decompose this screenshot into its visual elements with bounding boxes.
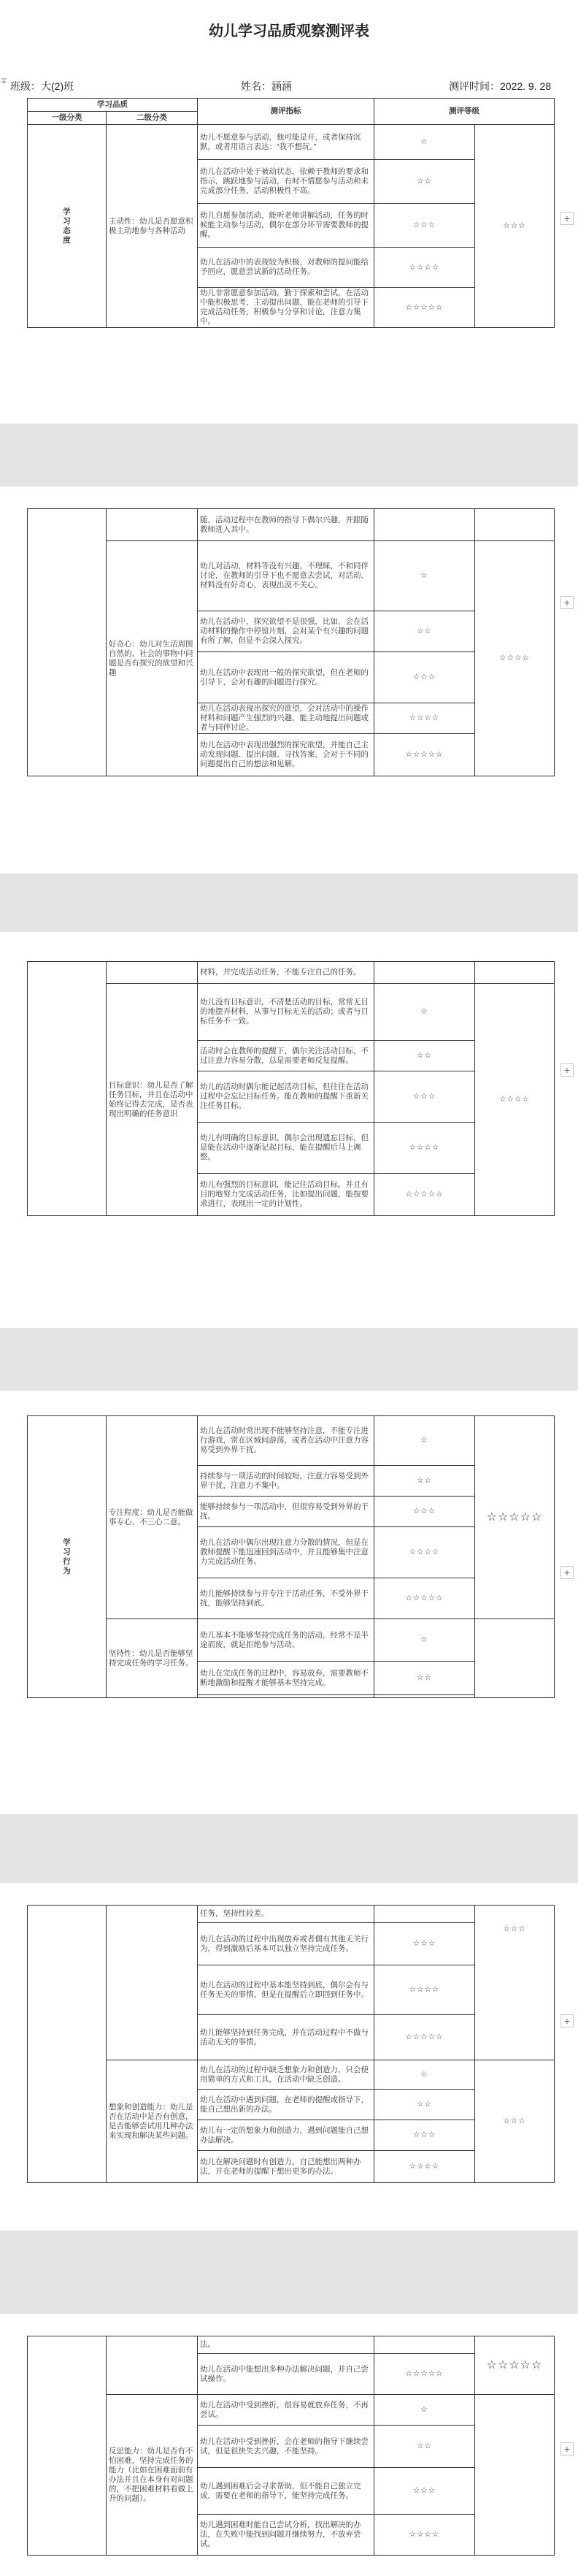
star-rating-3: ☆☆☆ bbox=[374, 1923, 475, 1965]
indicator-cell: 幼儿在完成任务的过程中，容易放弃，需要教师不断地激励和提醒才能够基本坚持完成。 bbox=[198, 1662, 374, 1695]
assessed-grade: ☆☆☆☆ bbox=[475, 541, 555, 776]
document-page-5 bbox=[0, 1883, 578, 2231]
star-rating-2: ☆☆ bbox=[374, 1466, 475, 1497]
grade-cell bbox=[475, 962, 555, 984]
indicator-cell: 幼儿在解决问题时有创造力，自己能想出两种办法，并在老师的提醒下想出更多的办法。 bbox=[198, 2151, 374, 2183]
star-rating-1: ☆ bbox=[374, 2395, 475, 2426]
category-learning-behavior: 学 习 行 为 bbox=[28, 1416, 107, 1698]
indicator-cell: 幼儿自愿参加活动，能听老师讲解活动，任务的时候能主动参与活动，偶尔在部分环节需要教师的提醒。 bbox=[198, 204, 374, 248]
assessment-table bbox=[27, 961, 555, 1216]
assessed-grade: ☆☆☆☆☆ bbox=[475, 1416, 555, 1619]
star-rating-3: ☆☆☆ bbox=[374, 1497, 475, 1527]
indicator-continued: 法。 bbox=[198, 2336, 374, 2354]
grade-cell: ☆☆☆☆☆ bbox=[475, 2336, 555, 2395]
grade-cell bbox=[475, 1619, 555, 1698]
star-rating-5: ☆☆☆☆☆ bbox=[374, 1174, 475, 1216]
category-cell bbox=[28, 2336, 107, 2556]
indicator-cell: 幼儿在活动的过程中出现放弃或者偶有其他无关行为，得到激励后基本可以独立坚持完成任务。 bbox=[198, 1923, 374, 1965]
indicator-cell: 幼儿非常愿意参加活动，勤于探索和尝试，在活动中能积极思考，主动提出问题，能在老师的引导下完成活动任务，积极参与分享和讨论，注意力集中。 bbox=[198, 288, 374, 328]
assessed-grade: ☆☆☆ bbox=[475, 1906, 555, 2060]
star-rating-4: ☆☆☆☆ bbox=[374, 248, 475, 288]
star-cell bbox=[374, 509, 475, 541]
indicator-cell: 幼儿在活动中表现出一般的探究欲望，但在老师的引导下，会对有趣的问题进行探究。 bbox=[198, 652, 374, 703]
indicator-cell: 幼儿有一定的想象力和创造力，遇到问题能自己想办法解决。 bbox=[198, 2120, 374, 2151]
indicator-cell: 幼儿在活动中偶尔出现注意力分散的情况，但是在教师提醒下能迅速回到活动中，并且能够集中注意力完成活动任务。 bbox=[198, 1527, 374, 1578]
indicator-continued: 材料，并完成活动任务，不能专注自己的任务。 bbox=[198, 962, 374, 984]
indicator-cell: 活动时会在教师的提醒下，偶尔关注活动目标，不过注意力容易分散，总是需要老师反复提醒。 bbox=[198, 1041, 374, 1071]
star-rating-2: ☆☆ bbox=[374, 1662, 475, 1695]
assessed-grade: ☆☆☆☆ bbox=[475, 984, 555, 1216]
star-rating-3: ☆☆☆ bbox=[374, 204, 475, 248]
add-row-plus-icon[interactable]: + bbox=[560, 2442, 574, 2455]
indicator-cell: 幼儿对活动，材料等没有兴趣，不理睬，不和同伴讨论，在教师的引导下也不愿意去尝试，对活动、材料没有好奇心，表现出漠不关心。 bbox=[198, 541, 374, 611]
star-rating-1: ☆ bbox=[374, 1416, 475, 1466]
indicator-cell: 幼儿有明确的目标意识，偶尔会出现遗忘目标，但是能在活动中逐渐记起目标，能在提醒后马上调整。 bbox=[198, 1123, 374, 1174]
indicator-continued: 任务，坚持性较差。 bbox=[198, 1906, 374, 1923]
star-rating-3: ☆☆☆ bbox=[374, 652, 475, 703]
page-gap bbox=[0, 2231, 578, 2314]
star-rating-2: ☆☆ bbox=[374, 160, 475, 204]
student-name: 姓名：涵涵 bbox=[241, 80, 292, 92]
star-rating-3: ☆☆☆ bbox=[374, 2120, 475, 2151]
assessment-table bbox=[27, 1415, 555, 1698]
indicator-cell: 幼儿在活动的过程中基本能坚持到底，偶尔会有与任务无关的事情，但是在提醒后立即回到任务中。 bbox=[198, 1965, 374, 2015]
star-rating-3: ☆☆☆ bbox=[374, 1071, 475, 1123]
add-row-plus-icon[interactable]: + bbox=[560, 1063, 574, 1077]
indicator-cell: 能够持续参与一项活动中，但很容易受到外界的干扰。 bbox=[198, 1497, 374, 1527]
star-cell bbox=[374, 2336, 475, 2354]
category-learning-attitude: 学 习 态 度 bbox=[28, 125, 107, 328]
indicator-cell: 幼儿能够持续参与并专注于活动任务，不受外界干扰，能够坚持到底。 bbox=[198, 1578, 374, 1619]
star-rating-1: ☆ bbox=[374, 541, 475, 611]
indicator-cell: 幼儿的活动时偶尔能记起活动目标，但往往在活动过程中会忘记目标任务。能在教师的提醒下重新关注任务目标。 bbox=[198, 1071, 374, 1123]
add-row-plus-icon[interactable]: + bbox=[560, 212, 574, 225]
star-rating-1: ☆ bbox=[374, 2060, 475, 2090]
star-rating-2: ☆☆ bbox=[374, 611, 475, 652]
indicator-cell: 幼儿在活动中受到挫折，很容易就放弃任务，不再尝试。 bbox=[198, 2395, 374, 2426]
star-rating-3: ☆☆☆ bbox=[374, 2468, 475, 2515]
document-page-3 bbox=[0, 932, 578, 1328]
header-level1: 一级分类 bbox=[28, 112, 107, 125]
category-cell bbox=[28, 1906, 107, 2183]
category-cell bbox=[28, 509, 107, 776]
subcategory-cell bbox=[107, 1906, 198, 2060]
subcategory-cell bbox=[107, 2336, 198, 2395]
star-rating-5: ☆☆☆☆☆ bbox=[374, 288, 475, 328]
page-gap bbox=[0, 1328, 578, 1391]
subcategory-reflection: 反思能力：幼儿是否有不怕困难，坚持完成任务的能力（比如在困难面前有办法并且在本身有对问题的，不把困难材料看做上升的问题）。 bbox=[107, 2395, 198, 2556]
assessment-table bbox=[27, 98, 555, 328]
indicator-cell: 幼儿在活动中的表现较为积极，对教师的提问能给予回应，愿意尝试新的活动任务。 bbox=[198, 248, 374, 288]
indicator-cell: 幼儿在活动中处于被动状态，依赖于教师的要求和指示，跳跃地参与活动，有时不情愿参与活动和未完成部分任务，活动积极性不高。 bbox=[198, 160, 374, 204]
assessed-grade: ☆☆☆ bbox=[475, 125, 555, 328]
indicator-cell: 持续参与一项活动的时间较短，注意力容易受到外界干扰，注意力不集中。 bbox=[198, 1466, 374, 1497]
indicator-cell: 幼儿在活动的过程中缺乏想象力和创造力，只会使用简单的方式和工具，在活动中缺乏创造。 bbox=[198, 2060, 374, 2090]
indicator-cell: 幼儿在活动表现出探究的欲望，会对活动中的操作材料和问题产生强烈的兴趣，能主动地提出问题或者与同伴讨论。 bbox=[198, 703, 374, 734]
header-quality: 学习品质 bbox=[28, 99, 198, 112]
star-rating-4: ☆☆☆☆ bbox=[374, 1527, 475, 1578]
star-rating-5: ☆☆☆☆☆ bbox=[374, 1578, 475, 1619]
star-rating-4: ☆☆☆☆ bbox=[374, 1965, 475, 2015]
indicator-cell: 幼儿在活动时常出现不能够坚持注意，不能专注进行游戏，常在区域间游荡，或者在活动中注意力容易受到外界干扰。 bbox=[198, 1416, 374, 1466]
add-row-plus-icon[interactable]: + bbox=[560, 596, 574, 609]
page-gap bbox=[0, 874, 578, 932]
indicator-cell: 幼儿在活动中遇到问题，在老师的提醒或指导下，能自己想出新的办法。 bbox=[198, 2090, 374, 2120]
indicator-cell: 幼儿在活动中表现出强烈的探究欲望，并能自己主动发现问题、提出问题、寻找答案，会对于不同的问题提出自己的想法和见解。 bbox=[198, 734, 374, 776]
indicator-cell: 幼儿在活动中受到挫折，会在老师的指导下继续尝试，但是很快失去兴趣，不能坚持。 bbox=[198, 2426, 374, 2468]
indicator-cell: 幼儿能够坚持到任务完成，并在活动过程中不做与活动无关的事情。 bbox=[198, 2015, 374, 2060]
document-title: 幼儿学习品质观察测评表 bbox=[209, 23, 369, 39]
move-handle-icon[interactable]: ∓ bbox=[0, 76, 8, 86]
document-page-4 bbox=[0, 1391, 578, 1814]
indicator-cell: 幼儿有强烈的目标意识，能记住活动目标，并且有目的地努力完成活动任务，比如提出问题，能按要求进行，表现出一定的计划性。 bbox=[198, 1174, 374, 1216]
assessment-table bbox=[27, 508, 555, 776]
subcategory-initiative: 主动性：幼儿是否愿意积极主动地参与各种活动 bbox=[107, 125, 198, 328]
document-page-6 bbox=[0, 2314, 578, 2576]
subcategory-creativity: 想象和创造能力：幼儿是否在活动中是否有创意，是否能够尝试用几种办法来实现和解决某些问题。 bbox=[107, 2060, 198, 2183]
subcategory-goal-awareness: 目标意识：幼儿是否了解任务目标，并且在活动中始终记得去完成，是否表现出明确的任务意识 bbox=[107, 984, 198, 1216]
indicator-cell: 幼儿在活动中，探究欲望不是很强，比如，会在活动材料的操作中停留片刻，会对某个有兴趣的问题有所了解，但是不会深入探究。 bbox=[198, 611, 374, 652]
document-page-1 bbox=[0, 0, 578, 424]
indicator-cell bbox=[198, 1695, 374, 1698]
star-rating-1: ☆ bbox=[374, 125, 475, 160]
assessed-grade: ☆☆☆ bbox=[475, 2060, 555, 2183]
star-rating-4: ☆☆☆☆ bbox=[374, 2151, 475, 2183]
indicator-cell: 幼儿不愿意参与活动，他可能是开，或者保持沉默，或者用语言表达：“我不想玩。” bbox=[198, 125, 374, 160]
star-cell bbox=[374, 1906, 475, 1923]
subcategory-persistence: 坚持性：幼儿是否能够坚持完成任务的学习任务。 bbox=[107, 1619, 198, 1698]
grade-cell bbox=[475, 2395, 555, 2556]
header-grade: 测评等级 bbox=[374, 99, 555, 125]
assessment-table bbox=[27, 1905, 555, 2183]
class-label: 班级：大(2)班 bbox=[10, 80, 74, 92]
add-row-plus-icon[interactable]: + bbox=[560, 1566, 574, 1579]
indicator-cell: 幼儿基本不能够坚持完成任务的活动，经常不是半途而废，就是拒绝参与活动。 bbox=[198, 1619, 374, 1662]
star-rating-4: ☆☆☆☆ bbox=[374, 703, 475, 734]
star-rating-1: ☆ bbox=[374, 1619, 475, 1662]
page-gap bbox=[0, 1814, 578, 1883]
star-cell bbox=[374, 962, 475, 984]
header-indicator: 测评指标 bbox=[198, 99, 374, 125]
star-rating-2: ☆☆ bbox=[374, 2090, 475, 2120]
star-rating-4: ☆☆☆☆ bbox=[374, 2515, 475, 2556]
assessment-table bbox=[27, 2336, 555, 2556]
header-level2: 二级分类 bbox=[107, 112, 198, 125]
grade-cell bbox=[475, 509, 555, 541]
category-cell bbox=[28, 962, 107, 1216]
subcategory-curiosity: 好奇心：幼儿对生活周围自然的、社会的事物中问题是否有探究的欲望和兴趣 bbox=[107, 541, 198, 776]
indicator-cell: 幼儿遇到困难后会寻求帮助，但不能自己独立完成，需要在老师的指导下，能坚持完成任务。 bbox=[198, 2468, 374, 2515]
document-page-2 bbox=[0, 486, 578, 874]
page-gap bbox=[0, 424, 578, 486]
star-rating-4: ☆☆☆☆ bbox=[374, 1123, 475, 1174]
subcategory-cell bbox=[107, 509, 198, 541]
star-rating-2: ☆☆ bbox=[374, 1041, 475, 1071]
indicator-continued: 随，活动过程中在教师的指导下偶尔兴趣，并跟随教师进入其中。 bbox=[198, 509, 374, 541]
star-rating-5: ☆☆☆☆☆ bbox=[374, 2354, 475, 2395]
star-rating-1: ☆ bbox=[374, 984, 475, 1041]
subcategory-focus: 专注程度：幼儿是否能做事专心、不三心二意。 bbox=[107, 1416, 198, 1619]
star-cell bbox=[374, 1695, 475, 1698]
star-rating-5: ☆☆☆☆☆ bbox=[374, 734, 475, 776]
add-row-plus-icon[interactable]: + bbox=[560, 2014, 574, 2027]
star-rating-5: ☆☆☆☆☆ bbox=[374, 2015, 475, 2060]
assessment-date: 测评时间：2022. 9. 28 bbox=[449, 80, 552, 92]
indicator-cell: 幼儿遇到困难时能自己尝试分析，找出解决的办法，在失败中能找到问题并继续努力，不放弃尝试。 bbox=[198, 2515, 374, 2556]
indicator-cell: 幼儿没有目标意识，不清楚活动的目标，常常无目的地摆弄材料，从事与目标无关的活动；或者与目标任务不一致。 bbox=[198, 984, 374, 1041]
subcategory-cell bbox=[107, 962, 198, 984]
indicator-cell: 幼儿在活动中能想出多种办法解决问题，并自己尝试操作。 bbox=[198, 2354, 374, 2395]
star-rating-2: ☆☆ bbox=[374, 2426, 475, 2468]
